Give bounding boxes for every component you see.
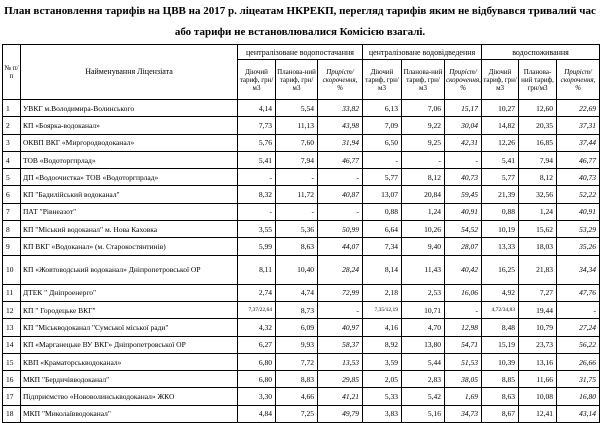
cell-planned-tariff: 9,22 <box>402 117 445 134</box>
cell-planned-tariff: 12,41 <box>519 405 557 422</box>
table-row <box>3 100 600 117</box>
cell-current-tariff: 5,77 <box>363 169 402 186</box>
row-number: 15 <box>3 353 21 370</box>
licensee-name: УВКГ м.Володимира-Волинського <box>21 100 238 117</box>
cell-current-tariff: 6,50 <box>363 134 402 151</box>
header-current-tariff: Діючий тариф, грн/м3 <box>238 60 276 100</box>
cell-planned-tariff: 13,16 <box>519 353 557 370</box>
cell-current-tariff: 8,48 <box>482 319 519 336</box>
title-line-1: План встановлення тарифів на ЦВВ на 2017 р. ліцеатам НКРЕКП, перегляд тарифів яким не відбувався тривалий час <box>4 5 596 17</box>
cell-current-tariff: 8,85 <box>482 371 519 388</box>
cell-change-percent: 22,69 <box>557 100 600 117</box>
cell-planned-tariff: 9,25 <box>402 134 445 151</box>
header-group-water-supply: централізоване водопостачання <box>238 45 363 60</box>
cell-current-tariff: 12,26 <box>482 134 519 151</box>
cell-change-percent: 28,24 <box>318 255 363 284</box>
cell-current-tariff: 4,16 <box>363 319 402 336</box>
cell-current-tariff: 4,14 <box>238 100 276 117</box>
licensee-name: КП «Боярка-водоканал» <box>21 117 238 134</box>
cell-planned-tariff: 8,63 <box>276 238 318 255</box>
licensee-name: КП «Жовтоводський водоканал» Дніпропетровської ОР <box>21 255 238 284</box>
table-row <box>3 301 600 318</box>
cell-change-percent: 1,69 <box>445 388 482 405</box>
cell-planned-tariff: 10,79 <box>519 319 557 336</box>
cell-planned-tariff: 11,72 <box>276 186 318 203</box>
table-row <box>3 151 600 168</box>
cell-planned-tariff: 7,72 <box>276 353 318 370</box>
cell-planned-tariff: 2,53 <box>402 284 445 301</box>
cell-change-percent: 54,71 <box>445 336 482 353</box>
row-number: 14 <box>3 336 21 353</box>
cell-current-tariff: 6,80 <box>238 353 276 370</box>
cell-planned-tariff: 4,66 <box>276 388 318 405</box>
cell-planned-tariff: 5,16 <box>402 405 445 422</box>
cell-change-percent: 28,07 <box>445 238 482 255</box>
cell-change-percent: 41,21 <box>318 388 363 405</box>
table-row <box>3 284 600 301</box>
cell-current-tariff: 5,76 <box>238 134 276 151</box>
cell-planned-tariff: - <box>402 151 445 168</box>
cell-planned-tariff: 1,24 <box>402 203 445 220</box>
licensee-name: ТОВ «Водоторгпрлад» <box>21 151 238 168</box>
cell-change-percent: 43,14 <box>557 405 600 422</box>
cell-change-percent: 31,75 <box>557 371 600 388</box>
cell-change-percent: 56,22 <box>557 336 600 353</box>
cell-current-tariff: 3,59 <box>363 353 402 370</box>
cell-change-percent: 58,37 <box>318 336 363 353</box>
row-number: 18 <box>3 405 21 422</box>
cell-change-percent: 40,73 <box>557 169 600 186</box>
cell-change-percent: - <box>318 169 363 186</box>
cell-planned-tariff: 12,60 <box>519 100 557 117</box>
cell-current-tariff: 4,84 <box>238 405 276 422</box>
licensee-name: КП «Марганецьке ВУ ВКГ» Дніпропетровської ОР <box>21 336 238 353</box>
cell-current-tariff: 10,27 <box>482 100 519 117</box>
cell-current-tariff: - <box>238 203 276 220</box>
cell-planned-tariff: 8,12 <box>519 169 557 186</box>
cell-planned-tariff: 9,40 <box>402 238 445 255</box>
licensee-name: КП "Бадилійський водоканал" <box>21 186 238 203</box>
header-planned-tariff: Планова-ний тариф, грн/м3 <box>402 60 445 100</box>
row-number: 9 <box>3 238 21 255</box>
cell-change-percent: 13,53 <box>318 353 363 370</box>
cell-current-tariff: 5,41 <box>482 151 519 168</box>
licensee-name: КП " Городецьке ВКГ" <box>21 301 238 318</box>
licensee-name: КП "Міськводоканал "Сумської міської ради" <box>21 319 238 336</box>
row-number: 5 <box>3 169 21 186</box>
table-row <box>3 405 600 422</box>
title-line-2: або тарифи не встановлювалися Комісією взагалі. <box>174 26 426 38</box>
cell-planned-tariff: 7,25 <box>276 405 318 422</box>
cell-planned-tariff: 5,44 <box>402 353 445 370</box>
cell-current-tariff: 3,55 <box>238 221 276 238</box>
cell-change-percent: 35,26 <box>557 238 600 255</box>
cell-current-tariff: 4,72/34,83 <box>482 301 519 318</box>
row-number: 11 <box>3 284 21 301</box>
header-change-percent: Приріст/ скорочення, % <box>445 60 482 100</box>
cell-current-tariff: 6,80 <box>238 371 276 388</box>
table-row <box>3 319 600 336</box>
cell-planned-tariff: 8,12 <box>402 169 445 186</box>
cell-change-percent: 34,73 <box>445 405 482 422</box>
cell-change-percent: 40,87 <box>318 186 363 203</box>
row-number: 1 <box>3 100 21 117</box>
cell-change-percent: 53,29 <box>557 221 600 238</box>
cell-current-tariff: 8,63 <box>482 388 519 405</box>
row-number: 2 <box>3 117 21 134</box>
cell-change-percent: 38,05 <box>445 371 482 388</box>
licensee-name: КП ВКГ «Водоканал» (м. Старокостянтинів) <box>21 238 238 255</box>
cell-planned-tariff: 21,83 <box>519 255 557 284</box>
row-number: 4 <box>3 151 21 168</box>
cell-planned-tariff: 20,35 <box>519 117 557 134</box>
cell-change-percent: 31,94 <box>318 134 363 151</box>
licensee-name: ДП «Водоочистка» ТОВ «Водоторгпрлад» <box>21 169 238 186</box>
cell-planned-tariff: 6,09 <box>276 319 318 336</box>
cell-change-percent: 54,52 <box>445 221 482 238</box>
cell-current-tariff: 5,77 <box>482 169 519 186</box>
cell-change-percent: 46,77 <box>557 151 600 168</box>
table-row <box>3 238 600 255</box>
cell-change-percent: 16,80 <box>557 388 600 405</box>
cell-planned-tariff: 23,73 <box>519 336 557 353</box>
cell-change-percent: 43,98 <box>318 117 363 134</box>
row-number: 8 <box>3 221 21 238</box>
cell-change-percent: - <box>445 301 482 318</box>
cell-current-tariff: 6,27 <box>238 336 276 353</box>
cell-current-tariff: 5,99 <box>238 238 276 255</box>
cell-current-tariff: 10,19 <box>482 221 519 238</box>
document-title <box>0 0 600 43</box>
cell-planned-tariff: 15,62 <box>519 221 557 238</box>
table-row <box>3 221 600 238</box>
cell-current-tariff: 14,82 <box>482 117 519 134</box>
cell-planned-tariff: 32,56 <box>519 186 557 203</box>
cell-current-tariff: 0,88 <box>482 203 519 220</box>
header-change-percent: Приріст/ скорочення, % <box>318 60 363 100</box>
cell-change-percent: 50,99 <box>318 221 363 238</box>
cell-current-tariff: 4,32 <box>238 319 276 336</box>
licensee-name: ДТЕК " Дніпроенерго" <box>21 284 238 301</box>
cell-current-tariff: 8,14 <box>363 255 402 284</box>
row-number: 13 <box>3 319 21 336</box>
cell-planned-tariff: 8,83 <box>276 371 318 388</box>
cell-planned-tariff: 7,60 <box>276 134 318 151</box>
cell-change-percent: 59,45 <box>445 186 482 203</box>
header-planned-tariff: Планова-ний тариф, грн/м3 <box>519 60 557 100</box>
table-body <box>3 100 600 423</box>
cell-current-tariff: 2,05 <box>363 371 402 388</box>
cell-planned-tariff: 10,71 <box>402 301 445 318</box>
cell-change-percent: 16,06 <box>445 284 482 301</box>
cell-change-percent: 26,66 <box>557 353 600 370</box>
cell-planned-tariff: 16,85 <box>519 134 557 151</box>
table-row <box>3 134 600 151</box>
row-number: 17 <box>3 388 21 405</box>
row-number: 6 <box>3 186 21 203</box>
row-number: 3 <box>3 134 21 151</box>
cell-change-percent: 52,22 <box>557 186 600 203</box>
cell-change-percent: - <box>318 301 363 318</box>
cell-change-percent: 37,31 <box>557 117 600 134</box>
licensee-name: Підприємство «Нововолинськводоканал» ЖКО <box>21 388 238 405</box>
cell-current-tariff: 2,18 <box>363 284 402 301</box>
cell-planned-tariff: 5,54 <box>276 100 318 117</box>
header-change-percent: Приріст/ скорочення, % <box>557 60 600 100</box>
cell-current-tariff: 16,25 <box>482 255 519 284</box>
cell-planned-tariff: 5,36 <box>276 221 318 238</box>
cell-planned-tariff: 19,44 <box>519 301 557 318</box>
cell-current-tariff: 6,64 <box>363 221 402 238</box>
cell-planned-tariff: 10,08 <box>519 388 557 405</box>
cell-planned-tariff: - <box>276 203 318 220</box>
cell-change-percent: 40,91 <box>445 203 482 220</box>
cell-planned-tariff: 11,66 <box>519 371 557 388</box>
cell-change-percent: - <box>318 203 363 220</box>
cell-planned-tariff: 7,94 <box>519 151 557 168</box>
cell-planned-tariff: 4,74 <box>276 284 318 301</box>
cell-planned-tariff: 2,83 <box>402 371 445 388</box>
header-name: Найменування Ліцензіата <box>21 45 238 100</box>
cell-planned-tariff: 11,13 <box>276 117 318 134</box>
cell-current-tariff: 10,39 <box>482 353 519 370</box>
header-current-tariff: Діючий тариф, грн/м3 <box>482 60 519 100</box>
cell-change-percent: 44,07 <box>318 238 363 255</box>
cell-planned-tariff: 7,27 <box>519 284 557 301</box>
table-row <box>3 353 600 370</box>
cell-current-tariff: 2,74 <box>238 284 276 301</box>
cell-planned-tariff: 1,24 <box>519 203 557 220</box>
cell-current-tariff: 7,35/12,19 <box>363 301 402 318</box>
cell-planned-tariff: 7,06 <box>402 100 445 117</box>
table-row <box>3 186 600 203</box>
cell-change-percent: 37,44 <box>557 134 600 151</box>
cell-current-tariff: 5,41 <box>238 151 276 168</box>
row-number: 12 <box>3 301 21 318</box>
cell-planned-tariff: 13,80 <box>402 336 445 353</box>
cell-change-percent: 40,97 <box>318 319 363 336</box>
cell-change-percent: 40,73 <box>445 169 482 186</box>
table-row <box>3 255 600 284</box>
licensee-name: КВП «Краматорськводоканал» <box>21 353 238 370</box>
cell-change-percent: 40,42 <box>445 255 482 284</box>
cell-current-tariff: 6,13 <box>363 100 402 117</box>
cell-current-tariff: 15,19 <box>482 336 519 353</box>
cell-change-percent: 33,82 <box>318 100 363 117</box>
cell-current-tariff: 0,88 <box>363 203 402 220</box>
licensee-name: МКП "Миколаївводоканал" <box>21 405 238 422</box>
cell-current-tariff: 7,37/22,64 <box>238 301 276 318</box>
cell-current-tariff: 4,92 <box>482 284 519 301</box>
header-planned-tariff: Планова-ний тариф, грн/м3 <box>276 60 318 100</box>
cell-change-percent: 47,76 <box>557 284 600 301</box>
row-number: 7 <box>3 203 21 220</box>
cell-current-tariff: 8,67 <box>482 405 519 422</box>
cell-current-tariff: - <box>363 151 402 168</box>
table-row <box>3 371 600 388</box>
cell-change-percent: 72,99 <box>318 284 363 301</box>
cell-current-tariff: 13,33 <box>482 238 519 255</box>
cell-change-percent: 15,17 <box>445 100 482 117</box>
header-group-consumption: водоспоживання <box>482 45 600 60</box>
cell-change-percent: 34,34 <box>557 255 600 284</box>
table-row <box>3 336 600 353</box>
cell-planned-tariff: - <box>276 169 318 186</box>
cell-planned-tariff: 7,94 <box>276 151 318 168</box>
cell-planned-tariff: 10,40 <box>276 255 318 284</box>
cell-current-tariff: 7,34 <box>363 238 402 255</box>
cell-planned-tariff: 9,93 <box>276 336 318 353</box>
cell-planned-tariff: 18,03 <box>519 238 557 255</box>
cell-current-tariff: - <box>238 169 276 186</box>
cell-current-tariff: 7,73 <box>238 117 276 134</box>
table-row <box>3 203 600 220</box>
cell-change-percent: 29,85 <box>318 371 363 388</box>
row-number: 10 <box>3 255 21 284</box>
cell-change-percent: - <box>557 301 600 318</box>
tariff-table <box>2 44 600 423</box>
cell-change-percent: 49,79 <box>318 405 363 422</box>
cell-current-tariff: 8,92 <box>363 336 402 353</box>
cell-current-tariff: 13,07 <box>363 186 402 203</box>
licensee-name: ОКВП ВКГ «Миргородводоканал» <box>21 134 238 151</box>
header-current-tariff: Діючий тариф, грн/м3 <box>363 60 402 100</box>
cell-current-tariff: 5,33 <box>363 388 402 405</box>
cell-planned-tariff: 4,70 <box>402 319 445 336</box>
cell-change-percent: 40,91 <box>557 203 600 220</box>
cell-current-tariff: 3,83 <box>363 405 402 422</box>
licensee-name: ПАТ "Рівнеазот" <box>21 203 238 220</box>
cell-change-percent: 30,04 <box>445 117 482 134</box>
cell-change-percent: 42,31 <box>445 134 482 151</box>
row-number: 16 <box>3 371 21 388</box>
licensee-name: МКП "Бердичівводоканал" <box>21 371 238 388</box>
header-group-drainage: централізоване водовідведення <box>363 45 482 60</box>
cell-current-tariff: 8,32 <box>238 186 276 203</box>
cell-change-percent: 12,98 <box>445 319 482 336</box>
table-row <box>3 388 600 405</box>
table-row <box>3 169 600 186</box>
cell-planned-tariff: 20,84 <box>402 186 445 203</box>
cell-current-tariff: 8,11 <box>238 255 276 284</box>
cell-current-tariff: 3,30 <box>238 388 276 405</box>
licensee-name: КП "Міський водоканал" м. Нова Каховка <box>21 221 238 238</box>
table-row <box>3 117 600 134</box>
cell-current-tariff: 21,39 <box>482 186 519 203</box>
cell-change-percent: 46,77 <box>318 151 363 168</box>
cell-planned-tariff: 8,73 <box>276 301 318 318</box>
cell-current-tariff: 7,09 <box>363 117 402 134</box>
cell-change-percent: 51,53 <box>445 353 482 370</box>
header-num: № п/п <box>3 45 21 100</box>
cell-change-percent: 27,24 <box>557 319 600 336</box>
cell-planned-tariff: 11,43 <box>402 255 445 284</box>
cell-planned-tariff: 5,42 <box>402 388 445 405</box>
cell-change-percent: - <box>445 151 482 168</box>
cell-planned-tariff: 10,26 <box>402 221 445 238</box>
